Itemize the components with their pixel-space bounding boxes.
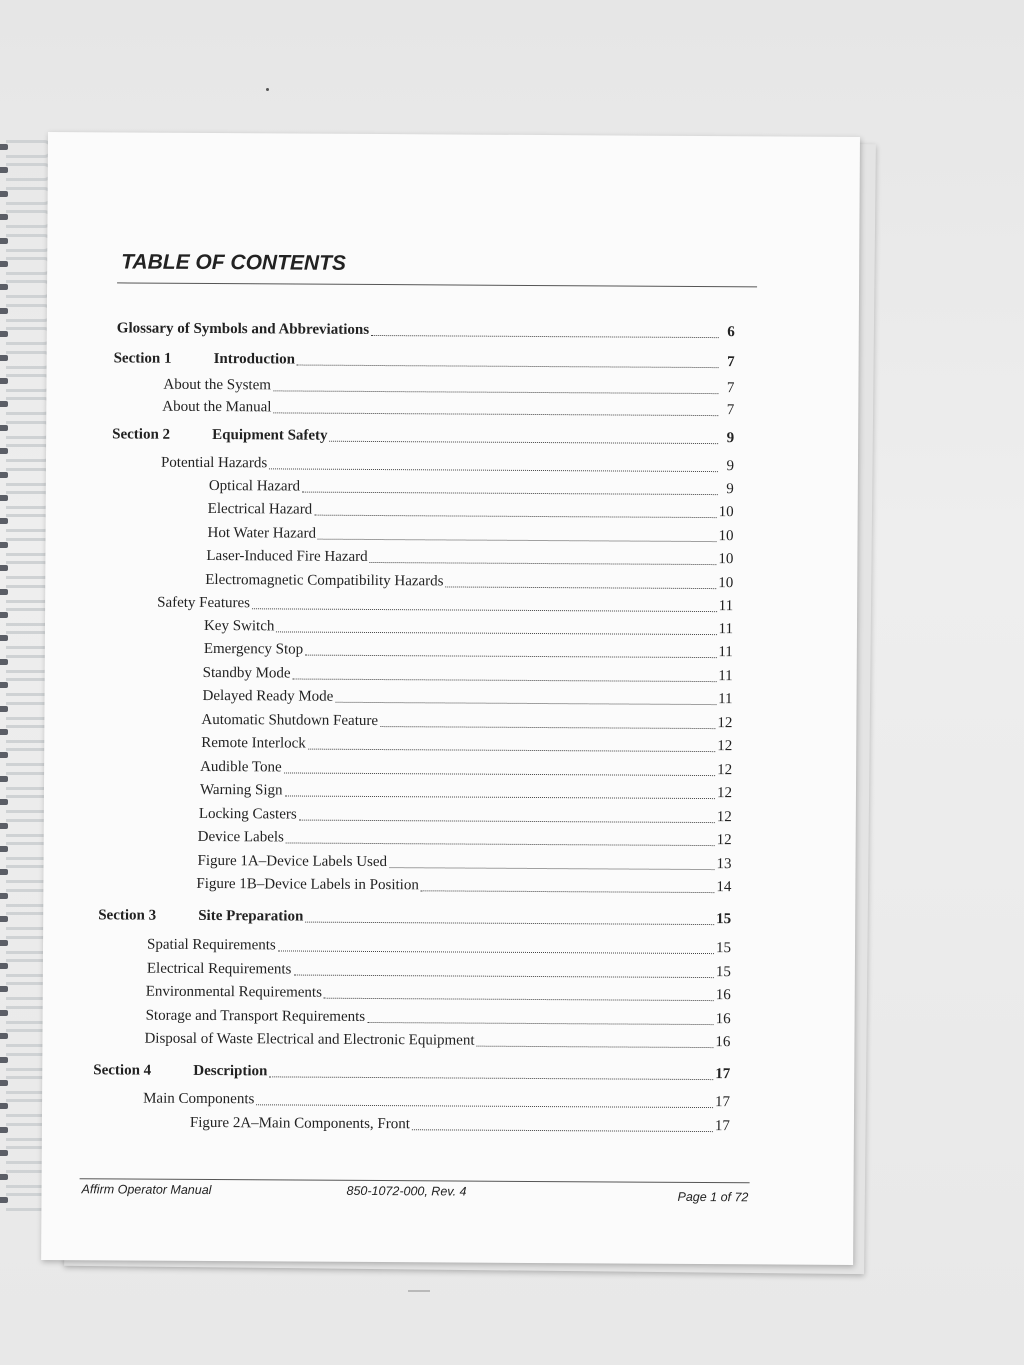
dot-leader	[367, 1022, 713, 1025]
dot-leader	[308, 749, 715, 752]
binding-coil	[6, 234, 53, 252]
toc-entry[interactable]	[157, 595, 733, 616]
toc-page-number: 9	[726, 430, 735, 447]
dot-leader	[293, 679, 717, 683]
toc-entry-label: Optical Hazard	[208, 477, 301, 495]
toc-entry-label: Figure 1B–Device Labels in Position	[196, 875, 419, 894]
binding-coil	[6, 163, 53, 181]
toc-page-number: 10	[718, 551, 734, 568]
toc-page-number: 12	[716, 809, 732, 826]
toc-section-entry[interactable]	[114, 350, 735, 371]
toc-entry[interactable]	[196, 876, 731, 896]
toc-entry[interactable]	[146, 984, 731, 1005]
toc-entry-label: Introduction	[213, 351, 296, 368]
toc-entry-label: Warning Sign	[199, 781, 283, 799]
toc-page-number: 7	[726, 402, 735, 419]
dot-leader	[302, 492, 718, 496]
toc-entry[interactable]	[146, 1008, 731, 1029]
binding-coil	[6, 210, 53, 228]
toc-page-number: 11	[718, 621, 734, 638]
dot-leader	[445, 586, 716, 589]
toc-entry[interactable]	[199, 806, 732, 826]
toc-page-number: 13	[716, 856, 732, 873]
dot-leader	[256, 1104, 713, 1108]
toc-entry-label: Glossary of Symbols and Abbreviations	[116, 320, 370, 338]
toc-page-number: 16	[715, 1034, 731, 1051]
document-page	[41, 132, 860, 1265]
binding-coil	[6, 257, 53, 275]
dot-leader	[269, 1076, 713, 1080]
dot-leader	[273, 412, 718, 416]
dot-leader	[273, 390, 718, 394]
toc-entry-label: Remote Interlock	[201, 734, 306, 752]
toc-entry-label: Main Components	[143, 1090, 255, 1108]
toc-section-number: Section 2	[112, 426, 171, 443]
toc-page-number: 12	[717, 738, 733, 755]
binding-coil	[6, 140, 53, 158]
dot-leader	[371, 335, 719, 338]
toc-entry-label: Key Switch	[203, 617, 275, 635]
toc-entry-label: Storage and Transport Requirements	[145, 1007, 366, 1025]
binding-coil	[6, 187, 53, 205]
toc-entry-label: Site Preparation	[198, 907, 304, 925]
dot-leader	[297, 365, 719, 369]
toc-entry[interactable]	[163, 377, 734, 397]
toc-page-number: 10	[718, 504, 734, 521]
toc-entry-label: Description	[193, 1062, 268, 1080]
toc-entry-label: Emergency Stop	[203, 640, 304, 658]
dot-leader	[318, 539, 717, 542]
dot-leader	[305, 655, 716, 659]
toc-page-number: 10	[718, 528, 734, 545]
toc-entry-label: Delayed Ready Mode	[202, 687, 334, 705]
toc-page-number: 16	[715, 987, 731, 1004]
dot-leader	[330, 441, 719, 444]
page-title: TABLE OF CONTENTS	[121, 250, 347, 275]
toc-entry-label: About the System	[163, 376, 272, 394]
toc-entry[interactable]	[201, 712, 732, 732]
toc-entry-label: Device Labels	[197, 828, 284, 846]
toc-entry[interactable]	[200, 782, 732, 802]
toc-entry-label: Environmental Requirements	[145, 983, 323, 1001]
toc-page-number: 12	[716, 785, 733, 802]
toc-entry[interactable]	[209, 478, 734, 498]
footer-doc-number: 850-1072-000, Rev. 4	[346, 1183, 467, 1199]
toc-entry-label: Standby Mode	[202, 664, 291, 682]
dot-leader	[299, 820, 715, 824]
toc-entry[interactable]	[198, 829, 732, 849]
toc-page-number: 11	[718, 598, 734, 615]
dot-leader	[278, 950, 714, 954]
toc-entry[interactable]	[204, 618, 733, 638]
toc-entries	[41, 132, 860, 1265]
dot-leader	[314, 515, 716, 518]
toc-entry[interactable]	[143, 1091, 730, 1112]
toc-entry-label: Laser-Induced Fire Hazard	[206, 547, 368, 565]
toc-entry-label: Automatic Shutdown Feature	[201, 711, 379, 730]
dot-leader	[476, 1046, 713, 1048]
dot-leader	[284, 795, 714, 799]
toc-page-number: 17	[715, 1094, 731, 1111]
toc-page-number: 11	[718, 668, 733, 685]
toc-entry-label: Equipment Safety	[212, 427, 328, 444]
toc-entry-label: Figure 2A–Main Components, Front	[189, 1114, 410, 1133]
toc-entry-label: Safety Features	[157, 594, 251, 612]
dot-leader	[324, 998, 714, 1001]
toc-entry-label: Figure 1A–Device Labels Used	[197, 852, 388, 871]
toc-entry-label: Electromagnetic Compatibility Hazards	[205, 571, 444, 590]
toc-entry[interactable]	[144, 1031, 730, 1052]
toc-entry-label: Hot Water Hazard	[207, 524, 317, 542]
toc-entry[interactable]	[204, 641, 733, 661]
toc-page-number: 11	[718, 691, 733, 708]
toc-entry[interactable]	[147, 961, 731, 982]
toc-entry[interactable]	[162, 399, 734, 419]
toc-page-number: 15	[715, 940, 732, 957]
toc-page-number: 10	[718, 575, 734, 592]
toc-page-number: 12	[716, 832, 732, 849]
toc-section-entry[interactable]	[112, 426, 734, 447]
toc-entry-label: Disposal of Waste Electrical and Electronic Equipment	[144, 1030, 475, 1049]
dot-leader	[252, 608, 717, 612]
toc-entry-label: About the Manual	[162, 398, 272, 416]
toc-page-number: 17	[714, 1118, 730, 1135]
toc-entry[interactable]	[201, 735, 732, 755]
dot-leader	[286, 842, 715, 846]
dot-leader	[389, 867, 714, 870]
toc-entry[interactable]	[203, 665, 733, 685]
toc-page-number: 6	[727, 324, 735, 341]
toc-page-number: 16	[715, 1011, 731, 1028]
toc-heading-entry[interactable]	[117, 320, 735, 341]
toc-entry-label: Potential Hazards	[160, 454, 268, 472]
toc-page-number: 15	[715, 964, 731, 981]
dot-leader	[421, 890, 715, 893]
toc-page-number: 9	[726, 481, 734, 498]
toc-entry-label: Electrical Requirements	[146, 960, 292, 978]
toc-entry[interactable]	[206, 548, 733, 568]
toc-page-number: 12	[717, 715, 733, 732]
binding-coil	[6, 280, 53, 298]
toc-section-number: Section 3	[98, 907, 157, 924]
toc-entry[interactable]	[190, 1115, 730, 1135]
dot-leader	[276, 631, 716, 635]
toc-entry-label: Audible Tone	[200, 758, 282, 776]
toc-page-number: 7	[726, 380, 735, 397]
toc-page-number: 11	[718, 644, 733, 661]
toc-page-number: 15	[716, 911, 732, 928]
toc-section-entry[interactable]	[98, 907, 731, 928]
toc-page-number: 9	[726, 458, 735, 475]
dot-leader	[293, 975, 713, 979]
toc-entry[interactable]	[200, 759, 732, 779]
toc-entry-label: Locking Casters	[198, 805, 297, 823]
toc-section-number: Section 1	[113, 350, 172, 367]
dot-leader	[380, 726, 715, 729]
pencil-mark	[408, 1290, 430, 1292]
toc-entry[interactable]	[205, 572, 733, 592]
toc-entry[interactable]	[207, 525, 733, 545]
dot-leader	[412, 1129, 713, 1132]
speck	[266, 88, 269, 91]
toc-section-number: Section 4	[93, 1062, 152, 1079]
toc-page-number: 17	[715, 1066, 731, 1083]
dot-leader	[269, 468, 718, 472]
dot-leader	[370, 562, 717, 565]
toc-section-entry[interactable]	[93, 1062, 730, 1083]
toc-entry[interactable]	[203, 688, 733, 708]
toc-page-number: 14	[716, 879, 732, 896]
footer-page-number: Page 1 of 72	[677, 1189, 749, 1205]
toc-entry-label: Spatial Requirements	[146, 936, 276, 954]
dot-leader	[305, 922, 714, 925]
toc-entry[interactable]	[161, 455, 734, 475]
dot-leader	[335, 702, 716, 705]
toc-entry[interactable]	[147, 937, 731, 958]
toc-page-number: 7	[727, 354, 735, 371]
toc-entry[interactable]	[208, 501, 734, 521]
toc-entry[interactable]	[197, 853, 731, 873]
toc-page-number: 12	[717, 762, 733, 779]
dot-leader	[284, 772, 715, 776]
toc-entry-label: Electrical Hazard	[207, 500, 313, 518]
footer-manual-name: Affirm Operator Manual	[81, 1182, 212, 1198]
